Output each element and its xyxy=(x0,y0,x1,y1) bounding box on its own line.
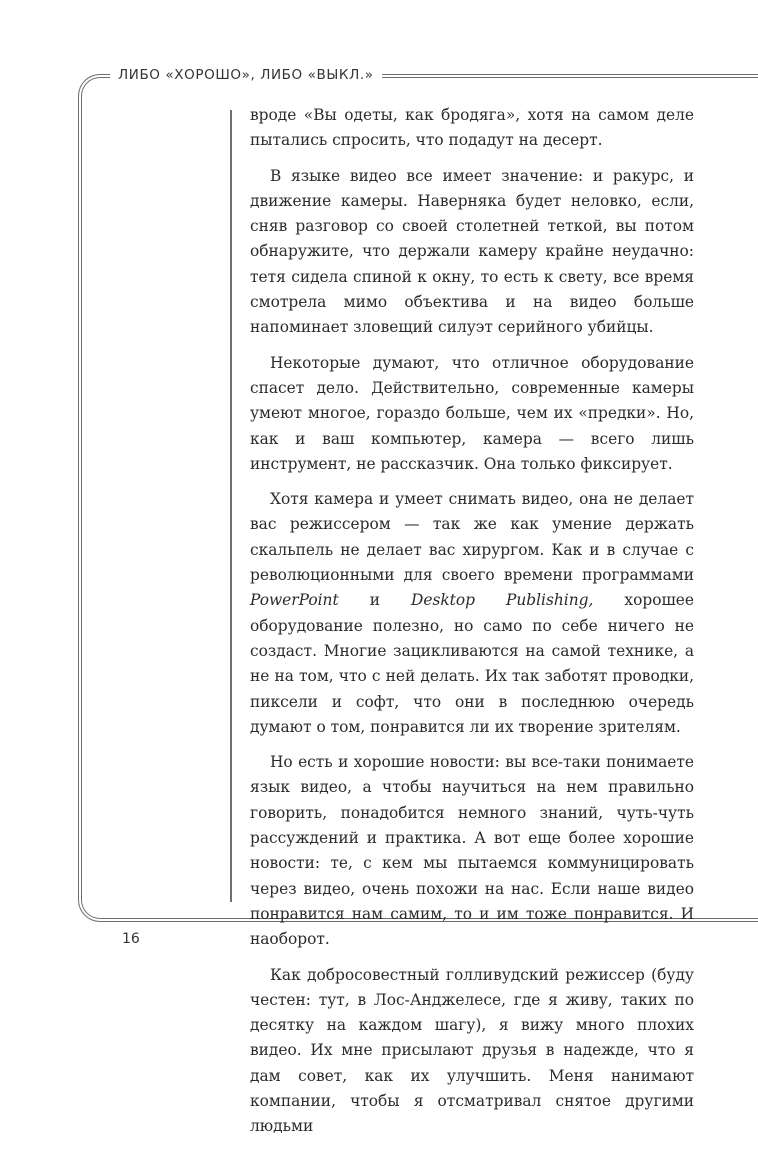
paragraph: Но есть и хорошие новости: вы все-таки понимаете язык видео, а чтобы научиться на нем правильно говорить, понадобится немного знаний, чуть-чуть рассуждений и практика. А вот еще более хорошие новости: те, с кем мы пытаемся коммуницировать через видео, очень похожи на нас. Если наше видео понравится нам самим, то и им тоже понравится. И наоборот. xyxy=(250,753,694,949)
column-divider-rule xyxy=(230,110,232,902)
italic-term-desktop-publishing: Desktop Publishing, xyxy=(411,591,594,610)
paragraph-text: Хотя камера и умеет снимать видео, она не делает вас режиссером — так же как умение держать скальпель не делает вас хирургом. Как и в случае с революционными для своего времени программами xyxy=(250,490,694,585)
paragraph-continued: вроде «Вы одеты, как бродяга», хотя на самом деле пытались спросить, что подадут на десерт. xyxy=(250,106,694,150)
paragraph-text: хорошее оборудование полезно, но само по себе ничего не создаст. Многие зацикливаются на самой технике, а не на том, что с ней делать. Их так заботят проводки, пиксели и софт, что они в последнюю очередь думают о том, понравится ли их творение зрителям. xyxy=(250,591,695,736)
paragraph: Некоторые думают, что отличное оборудование спасет дело. Действительно, современные камеры умеют многое, гораздо больше, чем их «предки». Но, как и ваш компьютер, камера — всего лишь инструмент, не рассказчик. Она только фиксирует. xyxy=(250,353,694,473)
paragraph-text: и xyxy=(338,591,411,610)
body-text-column xyxy=(250,103,694,1150)
paragraph: В языке видео все имеет значение: и ракурс, и движение камеры. Наверняка будет неловко, если, сняв разговор со своей столетней теткой, вы потом обнаружите, что держали камеру крайне неудачно: тетя сидела спиной к окну, то есть к свету, все время смотрела мимо объектива и на видео больше напоминает зловещий силуэт серийного убийцы. xyxy=(250,166,694,337)
paragraph xyxy=(250,487,694,740)
paragraph: Как добросовестный голливудский режиссер (буду честен: тут, в Лос-Анджелесе, где я живу, таких по десятку на каждом шагу), я вижу много плохих видео. Их мне присылают друзья в надежде, что я дам совет, как их улучшить. Меня нанимают компании, чтобы я отсматривал снятое другими людьми xyxy=(250,965,694,1136)
italic-term-powerpoint: PowerPoint xyxy=(250,591,339,610)
page-number: 16 xyxy=(122,931,140,947)
running-head: ЛИБО «ХОРОШО», ЛИБО «ВЫКЛ.» xyxy=(110,66,382,84)
